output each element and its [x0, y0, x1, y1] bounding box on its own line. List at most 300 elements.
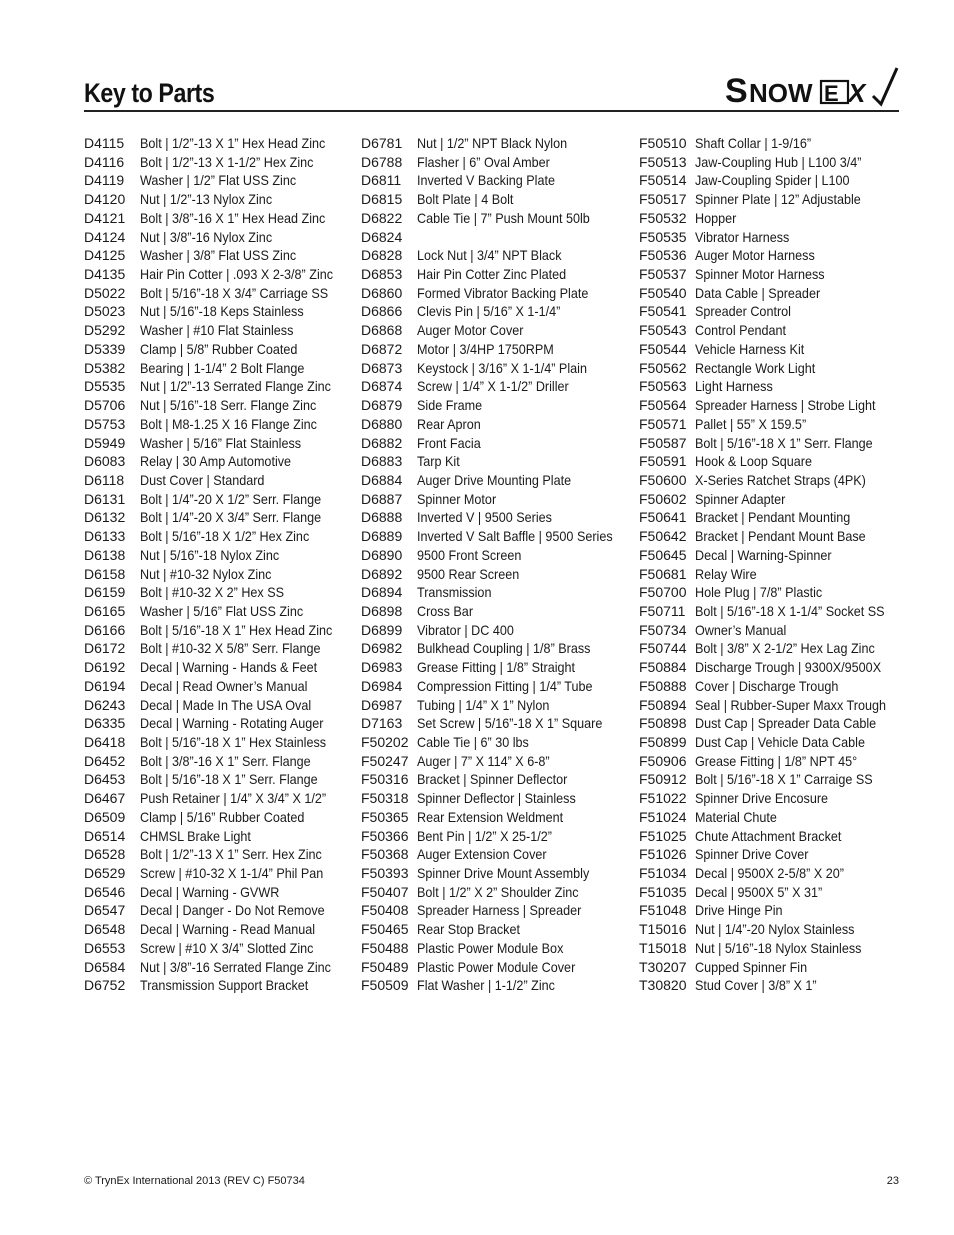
part-number: D6874	[361, 378, 403, 395]
part-number: D6987	[361, 696, 403, 713]
part-number: D5382	[84, 359, 126, 376]
part-number: D6882	[361, 434, 403, 451]
part-row	[361, 901, 631, 920]
part-number: D6868	[361, 322, 403, 339]
part-description: Bolt | 5/16”-18 X 1/2” Hex Zinc	[140, 528, 310, 545]
part-number: D6811	[361, 172, 402, 189]
part-number: D6781	[361, 135, 403, 151]
part-number: D5292	[84, 322, 126, 339]
part-description: Rear Apron	[417, 415, 481, 432]
part-description: Rear Stop Bracket	[417, 921, 520, 938]
part-description: Cable Tie | 7” Push Mount 50lb	[417, 209, 590, 226]
part-description: Nut | 1/2” NPT Black Nylon	[417, 135, 568, 151]
part-row	[361, 621, 631, 640]
part-row	[639, 471, 909, 490]
part-description: Bolt | 5/16”-18 X 1” Hex Stainless	[140, 734, 327, 750]
part-row	[361, 302, 631, 321]
part-description: Auger Motor Harness	[695, 247, 815, 264]
part-number: F50744	[639, 640, 687, 657]
part-row	[361, 228, 631, 247]
parts-column-1	[84, 134, 354, 995]
part-row	[639, 377, 909, 396]
part-row	[84, 490, 354, 509]
part-number: D6822	[361, 209, 403, 226]
part-number: D6138	[84, 546, 126, 563]
part-number: F50536	[639, 247, 687, 264]
part-number: F50543	[639, 322, 687, 339]
part-description: Flasher | 6” Oval Amber	[417, 153, 550, 170]
part-row	[639, 752, 909, 771]
part-number: T30207	[639, 958, 687, 975]
part-description: Spinner Motor	[417, 490, 497, 507]
part-number: F50540	[639, 284, 687, 301]
part-description: Cross Bar	[417, 602, 474, 619]
part-row	[84, 265, 354, 284]
part-description: Bolt | 3/8”-16 X 1” Hex Head Zinc	[140, 209, 326, 226]
part-row	[361, 171, 631, 190]
part-row	[84, 284, 354, 303]
part-number: F50488	[361, 939, 409, 956]
part-row	[639, 302, 909, 321]
part-row	[639, 209, 909, 228]
part-row	[84, 546, 354, 565]
parts-column-3	[639, 134, 909, 995]
part-description: Spinner Plate | 12” Adjustable	[695, 191, 861, 208]
part-row	[84, 752, 354, 771]
part-description: Nut | 5/16”-18 Serr. Flange Zinc	[140, 397, 317, 414]
part-number: F50899	[639, 734, 687, 750]
part-number: D5022	[84, 284, 126, 301]
part-number: F50564	[639, 397, 687, 414]
part-row	[84, 321, 354, 340]
part-row	[84, 621, 354, 640]
part-row	[639, 808, 909, 827]
part-row	[361, 321, 631, 340]
part-description: Nut | 1/4”-20 Nylox Stainless	[695, 921, 855, 938]
logo-s: S	[725, 72, 748, 108]
part-number: D6192	[84, 659, 126, 676]
part-description: Relay Wire	[695, 565, 757, 582]
part-number: F50563	[639, 378, 687, 395]
part-number: D6467	[84, 790, 126, 807]
part-number: D6884	[361, 471, 403, 488]
part-number: F50602	[639, 490, 687, 507]
part-description: Data Cable | Spreader	[695, 284, 821, 301]
part-description: Material Chute	[695, 808, 777, 825]
part-row	[361, 565, 631, 584]
part-row	[639, 639, 909, 658]
part-row	[639, 452, 909, 471]
part-number: F50408	[361, 902, 409, 919]
part-row	[639, 696, 909, 715]
part-row	[84, 434, 354, 453]
part-row	[639, 228, 909, 247]
part-number: D6894	[361, 584, 403, 601]
part-row	[361, 883, 631, 902]
part-row	[361, 976, 631, 995]
part-description: Bolt | 1/4”-20 X 3/4” Serr. Flange	[140, 509, 322, 526]
part-row	[84, 302, 354, 321]
part-row	[361, 490, 631, 509]
part-description: Light Harness	[695, 378, 773, 395]
part-number: F50393	[361, 865, 409, 882]
part-number: D6453	[84, 771, 126, 788]
part-number: T15018	[639, 939, 687, 956]
part-description: Washer | 5/16” Flat Stainless	[140, 434, 302, 451]
part-description: Bolt | 1/4”-20 X 1/2” Serr. Flange	[140, 490, 322, 507]
part-number: D6514	[84, 827, 126, 844]
part-row	[84, 340, 354, 359]
part-description: Jaw-Coupling Hub | L100 3/4”	[695, 153, 862, 170]
part-description: Decal | Warning-Spinner	[695, 546, 832, 563]
part-number: F50366	[361, 827, 409, 844]
part-number: D6584	[84, 958, 126, 975]
part-number: F50407	[361, 883, 409, 900]
part-description: Bolt | 1/2”-13 X 1-1/2” Hex Zinc	[140, 153, 314, 170]
part-row	[639, 246, 909, 265]
part-description: Bolt | 5/16”-18 X 1” Carraige SS	[695, 771, 873, 788]
part-description: Spinner Drive Encosure	[695, 790, 829, 807]
part-description: Washer | 3/8” Flat USS Zinc	[140, 247, 297, 264]
part-row	[639, 583, 909, 602]
part-row	[639, 359, 909, 378]
part-number: F50514	[639, 172, 687, 189]
part-number: F50535	[639, 228, 687, 245]
part-number: D4125	[84, 247, 126, 264]
part-number: T15016	[639, 921, 687, 938]
part-row	[639, 621, 909, 640]
part-row	[639, 171, 909, 190]
part-row	[639, 827, 909, 846]
part-number: D6828	[361, 247, 403, 264]
part-number: D5023	[84, 303, 126, 320]
part-description: Tubing | 1/4” X 1” Nylon	[417, 696, 550, 713]
part-description: Bolt | 1/2”-13 X 1” Hex Head Zinc	[140, 135, 326, 151]
part-description: Spreader Harness | Spreader	[417, 902, 582, 919]
part-description: Bolt | #10-32 X 2” Hex SS	[140, 584, 285, 601]
part-number: D6888	[361, 509, 403, 526]
part-number: F50365	[361, 808, 409, 825]
part-description: Nut | #10-32 Nylox Zinc	[140, 565, 272, 582]
part-description: Drive Hinge Pin	[695, 902, 783, 919]
part-description: Clamp | 5/8” Rubber Coated	[140, 340, 298, 357]
part-number: F50906	[639, 752, 687, 769]
part-number: F50489	[361, 958, 409, 975]
part-number: F50544	[639, 340, 687, 357]
part-number: D6879	[361, 397, 403, 414]
part-description: Spinner Adapter	[695, 490, 786, 507]
part-row	[361, 134, 631, 153]
part-row	[639, 321, 909, 340]
part-row	[361, 377, 631, 396]
part-number: D4119	[84, 172, 125, 189]
logo-e: E	[824, 81, 839, 106]
part-row	[361, 508, 631, 527]
part-number: D6815	[361, 191, 403, 208]
part-description: Nut | 3/8”-16 Serrated Flange Zinc	[140, 958, 331, 975]
part-row	[84, 733, 354, 752]
part-row	[639, 434, 909, 453]
part-row	[84, 845, 354, 864]
part-row	[639, 546, 909, 565]
part-number: F50591	[639, 453, 687, 470]
part-row	[639, 789, 909, 808]
part-number: D6165	[84, 602, 126, 619]
part-description: Bolt | 5/16”-18 X 1-1/4” Socket SS	[695, 602, 885, 619]
part-row	[84, 209, 354, 228]
part-row	[361, 527, 631, 546]
part-number: F50894	[639, 696, 687, 713]
part-number: F50884	[639, 659, 687, 676]
part-description: Nut | 1/2”-13 Serrated Flange Zinc	[140, 378, 331, 395]
part-number: F51025	[639, 827, 687, 844]
part-row	[639, 153, 909, 172]
part-description: Bolt | 5/16”-18 X 1” Hex Head Zinc	[140, 621, 333, 638]
part-description: Set Screw | 5/16”-18 X 1” Square	[417, 715, 603, 732]
part-number: D6548	[84, 921, 126, 938]
part-number: F50587	[639, 434, 687, 451]
part-description: Lock Nut | 3/4” NPT Black	[417, 247, 562, 264]
part-row	[84, 770, 354, 789]
part-number: F50912	[639, 771, 687, 788]
part-number: D6890	[361, 546, 403, 563]
part-description: Vibrator | DC 400	[417, 621, 514, 638]
part-description: Front Facia	[417, 434, 481, 451]
part-row	[639, 284, 909, 303]
part-description: Washer | #10 Flat Stainless	[140, 322, 294, 339]
part-number: D6853	[361, 266, 403, 283]
part-number: F51024	[639, 808, 687, 825]
part-description: Bracket | Pendant Mounting	[695, 509, 851, 526]
part-number: D6984	[361, 677, 403, 694]
part-row	[639, 864, 909, 883]
part-row	[639, 677, 909, 696]
part-row	[361, 714, 631, 733]
part-row	[84, 920, 354, 939]
part-description: Dust Cap | Vehicle Data Cable	[695, 734, 865, 750]
part-description: Grease Fitting | 1/8” NPT 45°	[695, 752, 858, 769]
part-description: Decal | 9500X 5” X 31”	[695, 883, 823, 900]
part-number: F50247	[361, 752, 409, 769]
part-description: Inverted V Backing Plate	[417, 172, 555, 189]
part-number: F50681	[639, 565, 687, 582]
part-row	[84, 827, 354, 846]
part-description: Auger Motor Cover	[417, 322, 524, 339]
part-description: Push Retainer | 1/4” X 3/4” X 1/2”	[140, 790, 327, 807]
part-number: D6172	[84, 640, 126, 657]
part-description: Plastic Power Module Cover	[417, 958, 576, 975]
part-description: Bolt | 5/16”-18 X 3/4” Carriage SS	[140, 284, 329, 301]
logo-now: NOW	[749, 78, 813, 108]
part-description: Chute Attachment Bracket	[695, 827, 842, 844]
part-description: Bolt | 5/16”-18 X 1” Serr. Flange	[695, 434, 873, 451]
part-description: Transmission	[417, 584, 492, 601]
part-row	[361, 639, 631, 658]
part-row	[361, 546, 631, 565]
part-description: Dust Cap | Spreader Data Cable	[695, 715, 877, 732]
part-description: Relay | 30 Amp Automotive	[140, 453, 292, 470]
part-row	[361, 677, 631, 696]
part-description: Shaft Collar | 1-9/16”	[695, 135, 812, 151]
part-description: Auger Drive Mounting Plate	[417, 471, 572, 488]
part-description: Decal | Danger - Do Not Remove	[140, 902, 325, 919]
part-description: Bolt | 1/2”-13 X 1” Serr. Hex Zinc	[140, 846, 322, 863]
part-number: D6452	[84, 752, 126, 769]
part-row	[639, 490, 909, 509]
part-row	[361, 396, 631, 415]
part-number: D6418	[84, 734, 126, 750]
part-row	[84, 958, 354, 977]
part-number: D6131	[84, 490, 126, 507]
part-row	[84, 134, 354, 153]
part-description: Screw | #10-32 X 1-1/4” Phil Pan	[140, 865, 324, 882]
part-row	[639, 527, 909, 546]
part-number: D4116	[84, 153, 125, 170]
part-number: D4120	[84, 191, 126, 208]
part-description: Nut | 5/16”-18 Keps Stainless	[140, 303, 304, 320]
part-number: D6752	[84, 977, 126, 994]
part-number: D6824	[361, 228, 403, 245]
part-row	[639, 340, 909, 359]
part-row	[361, 733, 631, 752]
part-description: Bracket | Pendant Mount Base	[695, 528, 866, 545]
part-number: F50202	[361, 734, 409, 750]
part-number: F50642	[639, 528, 687, 545]
part-description: Bolt | 3/8” X 2-1/2” Hex Lag Zinc	[695, 640, 875, 657]
part-row	[84, 471, 354, 490]
part-row	[84, 939, 354, 958]
parts-column-2	[361, 134, 631, 995]
part-description: Jaw-Coupling Spider | L100	[695, 172, 850, 189]
part-description: Bent Pin | 1/2” X 25-1/2”	[417, 827, 552, 844]
part-description: Decal | Warning - Rotating Auger	[140, 715, 324, 732]
part-row	[84, 639, 354, 658]
part-description: Decal | Made In The USA Oval	[140, 696, 312, 713]
part-number: F50316	[361, 771, 409, 788]
part-number: T30820	[639, 977, 687, 994]
part-number: D5753	[84, 415, 126, 432]
part-row	[361, 939, 631, 958]
part-description: Spreader Control	[695, 303, 791, 320]
part-description: Spreader Harness | Strobe Light	[695, 397, 876, 414]
part-description: Hole Plug | 7/8” Plastic	[695, 584, 823, 601]
part-number: F50700	[639, 584, 687, 601]
part-number: F50641	[639, 509, 687, 526]
part-row	[361, 789, 631, 808]
part-row	[639, 714, 909, 733]
part-row	[84, 527, 354, 546]
part-number: F50318	[361, 790, 409, 807]
part-number: D4124	[84, 228, 126, 245]
part-description: CHMSL Brake Light	[140, 827, 251, 844]
part-number: D5535	[84, 378, 126, 395]
part-description: Screw | #10 X 3/4” Slotted Zinc	[140, 939, 314, 956]
header-rule	[84, 110, 899, 112]
part-number: F51022	[639, 790, 687, 807]
part-number: F50898	[639, 715, 687, 732]
part-description: Hook & Loop Square	[695, 453, 812, 470]
part-description: Decal | Warning - Hands & Feet	[140, 659, 318, 676]
part-description: Transmission Support Bracket	[140, 977, 309, 994]
part-number: D6892	[361, 565, 403, 582]
part-description: Rectangle Work Light	[695, 359, 816, 376]
page-title: Key to Parts	[84, 78, 215, 108]
part-description: Cupped Spinner Fin	[695, 958, 808, 975]
part-row	[361, 864, 631, 883]
part-number: F50465	[361, 921, 409, 938]
part-number: F50541	[639, 303, 687, 320]
part-row	[84, 583, 354, 602]
part-number: D6880	[361, 415, 403, 432]
part-description: Inverted V | 9500 Series	[417, 509, 552, 526]
part-description: Spinner Deflector | Stainless	[417, 790, 576, 807]
part-number: D5949	[84, 434, 126, 451]
part-row	[84, 789, 354, 808]
part-row	[361, 265, 631, 284]
part-number: D6546	[84, 883, 126, 900]
part-number: D6083	[84, 453, 126, 470]
part-row	[361, 246, 631, 265]
part-description: Inverted V Salt Baffle | 9500 Series	[417, 528, 613, 545]
part-row	[639, 134, 909, 153]
part-row	[361, 658, 631, 677]
part-description: Nut | 5/16”-18 Nylox Stainless	[695, 939, 862, 956]
part-description: Decal | Warning - Read Manual	[140, 921, 316, 938]
part-row	[361, 958, 631, 977]
part-description: Rear Extension Weldment	[417, 808, 564, 825]
part-description: Hair Pin Cotter | .093 X 2-3/8” Zinc	[140, 266, 334, 283]
part-number: D6509	[84, 808, 126, 825]
part-row	[361, 284, 631, 303]
part-row	[639, 901, 909, 920]
part-description: Side Frame	[417, 397, 483, 414]
part-description: Vehicle Harness Kit	[695, 340, 805, 357]
part-description: Flat Washer | 1-1/2” Zinc	[417, 977, 555, 994]
part-row	[84, 696, 354, 715]
part-row	[84, 508, 354, 527]
snowex-logo	[723, 66, 899, 108]
part-number: F50734	[639, 621, 687, 638]
part-number: D6889	[361, 528, 403, 545]
part-row	[361, 452, 631, 471]
part-number: F50517	[639, 191, 687, 208]
part-row	[639, 770, 909, 789]
part-row	[84, 171, 354, 190]
part-number: F50509	[361, 977, 409, 994]
part-row	[84, 377, 354, 396]
part-description: Washer | 5/16” Flat USS Zinc	[140, 602, 304, 619]
part-number: D5706	[84, 397, 126, 414]
part-number: D6133	[84, 528, 126, 545]
part-row	[84, 714, 354, 733]
logo-x: X	[848, 78, 866, 108]
part-row	[361, 602, 631, 621]
part-number: D6118	[84, 471, 125, 488]
part-row	[361, 471, 631, 490]
part-description: Auger Extension Cover	[417, 846, 547, 863]
part-description: Spinner Drive Mount Assembly	[417, 865, 590, 882]
part-number: D6529	[84, 865, 126, 882]
part-row	[84, 246, 354, 265]
part-description: Decal | 9500X 2-5/8” X 20”	[695, 865, 844, 882]
part-number: F50600	[639, 471, 687, 488]
part-number: D4121	[84, 209, 126, 226]
part-number: D6887	[361, 490, 403, 507]
page-header	[84, 66, 899, 112]
part-row	[84, 808, 354, 827]
part-number: D6547	[84, 902, 126, 919]
part-number: F50532	[639, 209, 687, 226]
